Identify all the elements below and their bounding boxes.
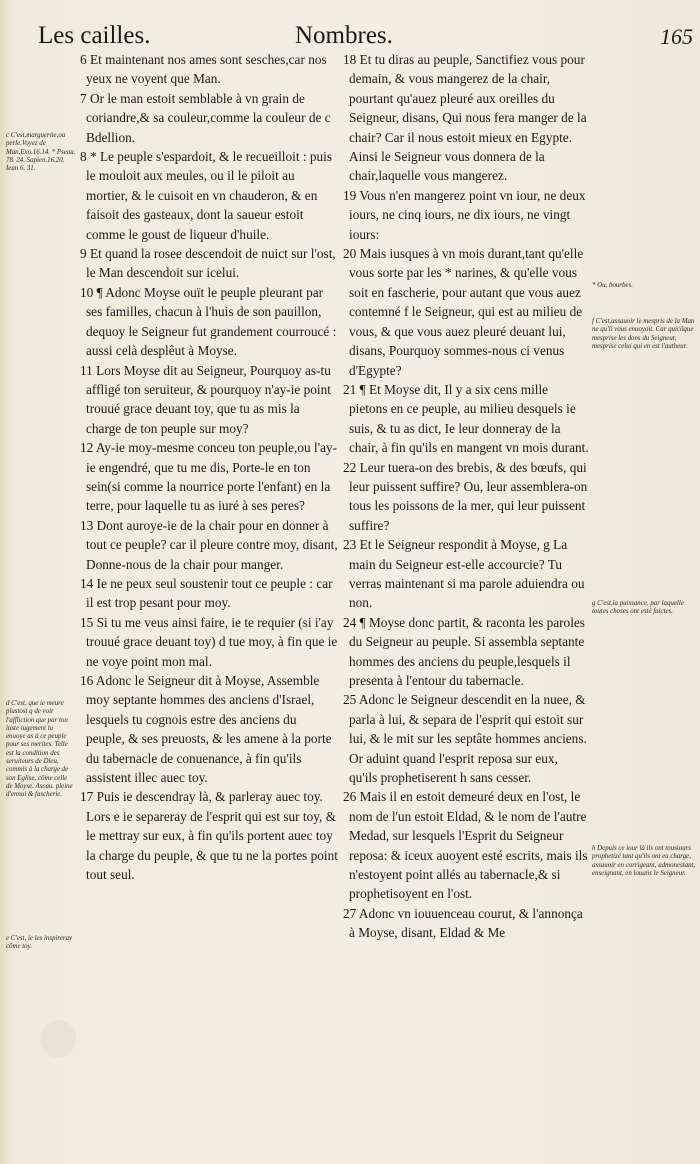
header-book-title: Nombres. bbox=[295, 22, 393, 49]
verse-22: 22 Leur tuera-on des brebis, & des bœufs, qui leur puissent suffire? Ou, leur assemblera-on tous les poissons de la mer, qui leur puissent suffire? bbox=[343, 459, 588, 533]
verse-25: 25 Adonc le Seigneur descendit en la nuee, & parla à lui, & separa de l'esprit qui estoit sur lui, & le mit sur les septâte hommes anciens. Or aduint quand l'esprit reposa sur eux, qu'ils prophetiserent h sans cesser. bbox=[343, 692, 587, 786]
verse-19: 19 Vous n'en mangerez point vn iour, ne deux iours, ne cinq iours, ne dix iours, ne vingt iours: bbox=[343, 187, 586, 242]
header-left-title: Les cailles. bbox=[38, 22, 151, 49]
verse-27: 27 Adonc vn iouuenceau courut, & l'annonça à Moyse, disant, Eldad & Me bbox=[343, 905, 583, 941]
margin-note-g: g C'est,la puissance, par laquelle toutes choses ont esté faictes. bbox=[592, 600, 684, 616]
verse-6: 6 Et maintenant nos ames sont sesches,car nos yeux ne voyent que Man. bbox=[80, 52, 327, 87]
verse-17: 17 Puis ie descendray là, & parleray auec toy. Lors e ie separeray de l'esprit qui est sur toy, & le mettray sur eux, à fin qu'ils portent auec toy la charge du peuple, & que tu ne la portes point tout seul. bbox=[80, 789, 338, 883]
margin-note-c: c C'est,marguerite,ou perle.Voyez de Man,Exo.16.14. * Pseau. 78. 24. Sapien.16.20. Iean 6. 31. bbox=[6, 132, 76, 173]
verse-12: 12 Ay-ie moy-mesme conceu ton peuple,ou l'ay-ie engendré, que tu me dis, Porte-le en ton sein(si comme la nourrice porte l'enfant) en la terre, pour laquelle tu as iuré à ses peres? bbox=[80, 440, 338, 514]
margin-note-h: h Depuis ce iour là ils ont tousiours prophetizé tant qu'ils ont eu charge, assauoir en corrigeant, admonestant, enseignant, en louans le Seigneur. bbox=[592, 845, 696, 877]
page-number: 165 bbox=[660, 24, 693, 49]
verse-21: 21 ¶ Et Moyse dit, Il y a six cens mille pietons en ce peuple, au milieu desquels ie suis, & tu as dict, Ie leur donneray de la chair, à fin qu'ils en mangent vn mois durant. bbox=[343, 381, 589, 456]
verse-15: 15 Si tu me veus ainsi faire, ie te requier (si i'ay trouué grace deuant toy) d tue moy, à fin que ie ne voye point mon mal. bbox=[80, 614, 338, 669]
margin-note-e: e C'est, ie les inspireray cõme toy. bbox=[6, 935, 73, 951]
verse-9: 9 Et quand la rosee descendoit de nuict sur l'ost, le Man descendoit sur icelui. bbox=[80, 246, 336, 281]
right-text-column bbox=[343, 50, 589, 943]
verse-8: 8 * Le peuple s'espardoit, & le recueilloit : puis le mouloit aux meules, ou il le piloit au mortier, & le cuisoit en vn chauderon, & en faisoit des gasteaux, dont la saueur estoit comme le goust de liqueur d'huile. bbox=[80, 149, 333, 242]
verse-10: 10 ¶ Adonc Moyse ouït le peuple pleurant par ses familles, chacun à l'huis de son pauillon, dequoy le Seigneur fut grandement courroucé : aussi celà desplêut à Moyse. bbox=[80, 284, 337, 359]
verse-24: 24 ¶ Moyse donc partit, & raconta les paroles du Seigneur au peuple. Si assembla septante hommes des anciens du peuple,lesquels il presenta à l'entour du tabernacle. bbox=[343, 614, 585, 688]
running-header bbox=[0, 20, 700, 54]
verse-18: 18 Et tu diras au peuple, Sanctifiez vous pour demain, & vous mangerez de la chair, pourtant qu'auez pleuré aux oreilles du Seigneur, disans, Qui nous fera manger de la chair? Car il nous estoit mieux en Egypte. Ainsi le Seigneur vous donnera de la chair,laquelle vous mangerez. bbox=[343, 52, 587, 184]
verse-23: 23 Et le Seigneur respondit à Moyse, g La main du Seigneur est-elle accourcie? Tu verras maintenant si ma parole aduiendra ou non. bbox=[343, 537, 585, 611]
verse-13: 13 Dont auroye-ie de la chair pour en donner à tout ce peuple? car il pleure contre moy, disant, Donne-nous de la chair pour manger. bbox=[80, 517, 338, 572]
left-text-column bbox=[80, 50, 338, 884]
paper-stain bbox=[40, 1020, 76, 1058]
verse-16: 16 Adonc le Seigneur dit à Moyse, Assemble moy septante hommes des anciens d'Israel, lesquels tu cognois estre des anciens du peuple, & ses preuosts, & les amene à la porte du tabernacle de conuenance, à fin qu'ils assistent illec auec toy. bbox=[80, 673, 332, 786]
margin-note-f: f C'est,assauoir le mespris de la Man ne qu'il vous enuoyoit. Car quicõque mesprise les dons du Seigneur, mesprise celui qui en est l'autheur. bbox=[592, 318, 695, 350]
verse-20: 20 Mais iusques à vn mois durant,tant qu'elle vous sorte par les * narines, & qu'elle vous soit en fascherie, pour autant que vous auez contemné f le Seigneur, qui est au milieu de vous, & que vous auez pleuré deuant lui, disans, Pourquoy sommes-nous ci venus d'Egypte? bbox=[343, 246, 584, 378]
verse-11: 11 Lors Moyse dit au Seigneur, Pourquoy as-tu affligé ton seruiteur, & pourquoy n'ay-ie point trouué grace deuant toy, que tu as mis la charge de ton peuple sur moy? bbox=[80, 362, 331, 436]
verse-14: 14 Ie ne peux seul soustenir tout ce peuple : car il est trop pesant pour moy. bbox=[80, 575, 333, 611]
margin-note-star: * Ou, bourbes. bbox=[592, 282, 633, 289]
verse-26: 26 Mais il en estoit demeuré deux en l'ost, le nom de l'un estoit Eldad, & le nom de l'autre Medad, sur lesquels l'Esprit du Seigneur reposa: & iceux auoyent esté escrits, mais ils n'estoyent point allés au tabernacle,& si prophetisoyent en l'ost. bbox=[343, 789, 588, 902]
margin-note-d: d C'est, que ie meure plustost q de voir l'affliction que par ton iuste iugement tu enuoye as à ce peuple pour ses merites. Telle est la condition des seruiteurs de Dieu, commis à la charge de son Eglise, cõme celle de Moyse. Ascau. pleine d'ennui & fascherie. bbox=[6, 700, 73, 799]
verse-7: 7 Or le man estoit semblable à vn grain de coriandre,& sa couleur,comme la couleur de c Bdellion. bbox=[80, 90, 331, 145]
